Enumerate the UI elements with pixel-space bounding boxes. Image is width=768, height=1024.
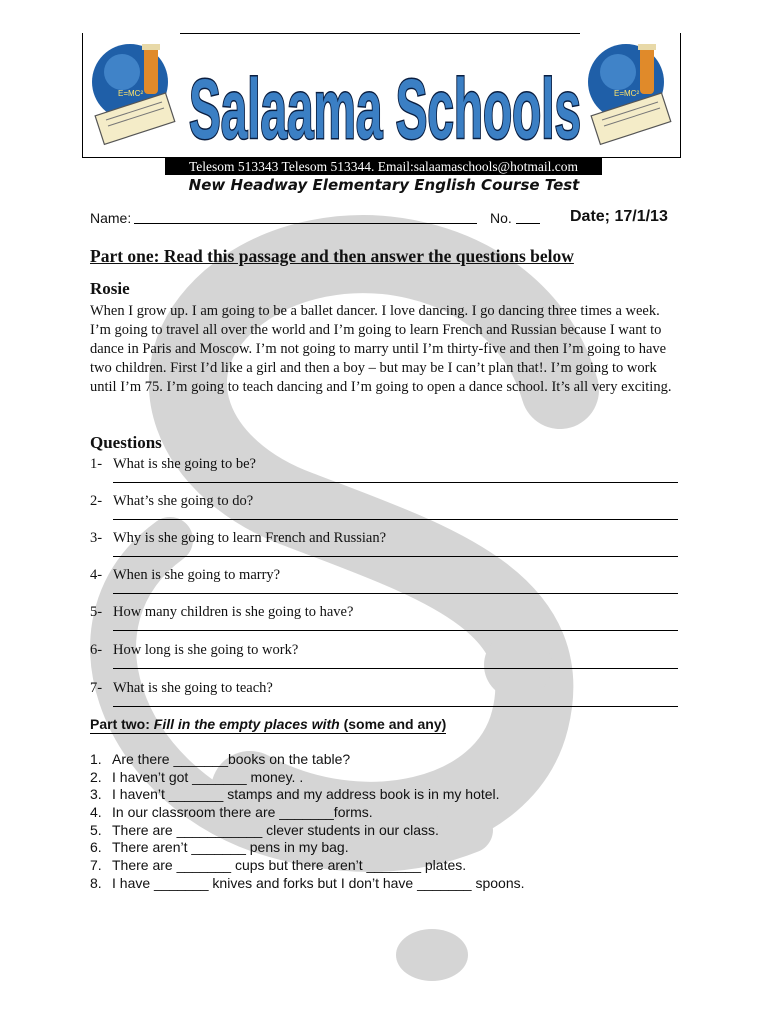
question-text: What’s she going to do?	[113, 493, 254, 509]
item-number: 7.	[90, 857, 102, 874]
question-text: What is she going to be?	[113, 456, 256, 472]
question-number: 3-	[90, 530, 103, 546]
question-item	[90, 567, 680, 604]
item-sentence[interactable]: There aren’t _______ pens in my bag.	[112, 839, 349, 856]
gap-fill-item	[90, 751, 690, 769]
question-item	[90, 642, 680, 679]
question-text: What is she going to teach?	[113, 680, 273, 696]
gap-fill-item	[90, 804, 690, 822]
item-number: 3.	[90, 786, 102, 803]
item-number: 6.	[90, 839, 102, 856]
gap-fill-item	[90, 822, 690, 840]
answer-line[interactable]	[113, 668, 678, 669]
question-number: 4-	[90, 567, 103, 583]
question-number: 7-	[90, 680, 103, 696]
item-sentence[interactable]: I haven’t got _______ money. .	[112, 768, 304, 785]
question-text: When is she going to marry?	[113, 567, 281, 583]
emblem-formula: E=MC²	[614, 89, 640, 98]
question-text: How many children is she going to have?	[113, 604, 354, 620]
number-blank[interactable]	[516, 223, 540, 224]
student-info-row	[90, 208, 690, 228]
emblem-formula: E=MC²	[118, 89, 144, 98]
school-name: Salaama Schools	[189, 62, 581, 156]
part-one-heading: Part one: Read this passage and then answer the questions below	[90, 246, 574, 266]
questions-heading: Questions	[90, 433, 162, 452]
question-item	[90, 680, 680, 717]
item-sentence[interactable]: In our classroom there are _______forms.	[112, 804, 373, 821]
item-sentence[interactable]: There are _______ cups but there aren’t _______ plates.	[112, 857, 467, 874]
passage-title: Rosie	[90, 279, 130, 298]
question-item	[90, 530, 680, 567]
item-number: 4.	[90, 804, 102, 821]
question-item	[90, 604, 680, 641]
part-two-words: (some and any)	[343, 716, 447, 732]
answer-line[interactable]	[113, 593, 678, 594]
question-text: Why is she going to learn French and Russian?	[113, 530, 387, 546]
item-number: 2.	[90, 768, 102, 785]
gap-fill-item	[90, 786, 690, 804]
question-number: 2-	[90, 493, 103, 509]
item-number: 5.	[90, 821, 102, 838]
contact-bar: Telesom 513343 Telesom 513344. Email:salaamaschools@hotmail.com	[165, 158, 602, 175]
gap-fill-item	[90, 769, 690, 787]
gap-fill-list	[90, 751, 690, 893]
answer-line[interactable]	[113, 556, 678, 557]
item-sentence[interactable]: I haven’t _______ stamps and my address book is in my hotel.	[112, 786, 500, 803]
item-sentence[interactable]: There are ___________ clever students in our class.	[112, 821, 439, 838]
gap-fill-item	[90, 875, 690, 893]
question-number: 6-	[90, 642, 103, 658]
test-date: Date; 17/1/13	[570, 208, 668, 225]
item-sentence[interactable]: Are there _______books on the table?	[112, 751, 351, 767]
science-book-emblem-icon	[86, 34, 182, 154]
answer-line[interactable]	[113, 482, 678, 483]
name-label: Name:	[90, 210, 132, 226]
school-name-logo	[185, 30, 585, 158]
reading-passage: When I grow up. I am going to be a ballet dancer. I love dancing. I go dancing three times a week. I’m going to travel all over the world and I’m going to learn French and Russian because I want to dance in Paris and Moscow. I’m not going to marry until I’m thirty-five and then I’m going to have two children. First I’d like a girl and then a boy – but may be I can’t plan that!. I’m going to work until I’m 75. I’m going to teach dancing and I’m going to open a dance school. It’s all very exciting.	[90, 303, 672, 395]
part-two-heading	[90, 716, 446, 734]
question-item	[90, 456, 680, 493]
item-sentence[interactable]: I have _______ knives and forks but I don’t have _______ spoons.	[112, 874, 525, 891]
answer-line[interactable]	[113, 630, 678, 631]
question-number: 1-	[90, 456, 103, 472]
answer-line[interactable]	[113, 706, 678, 707]
name-blank[interactable]	[134, 223, 477, 224]
question-text: How long is she going to work?	[113, 642, 299, 658]
gap-fill-item	[90, 857, 690, 875]
part-two-instruction: Fill in the empty places with	[149, 716, 344, 732]
number-label: No.	[490, 210, 512, 226]
item-number: 1.	[90, 751, 102, 767]
item-number: 8.	[90, 874, 102, 891]
question-item	[90, 493, 680, 530]
answer-line[interactable]	[113, 519, 678, 520]
question-number: 5-	[90, 604, 103, 620]
part-two-label: Part two:	[90, 716, 150, 732]
science-book-emblem-icon	[582, 34, 678, 154]
gap-fill-item	[90, 839, 690, 857]
course-title: New Headway Elementary English Course Test	[188, 176, 580, 194]
